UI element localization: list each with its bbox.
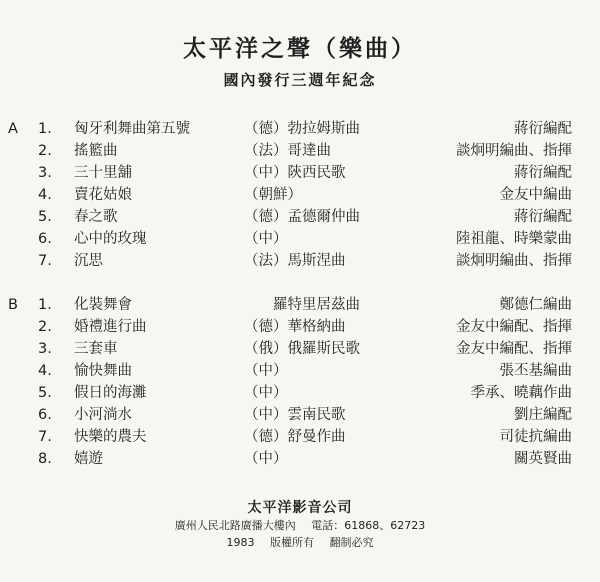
copyright-line — [0, 534, 600, 550]
track-row — [0, 294, 600, 316]
publisher-address-line — [0, 517, 600, 533]
album-title: 太平洋之聲（樂曲） — [183, 36, 417, 62]
track-number: 6. — [38, 407, 52, 423]
track-row — [0, 140, 600, 162]
track-arranger: 談炯明編曲、指揮 — [456, 143, 572, 159]
copyright-rights: 版權所有 — [270, 536, 314, 549]
track-title: 三十里舖 — [74, 165, 132, 181]
track-arranger: 陸祖龍、時樂蒙曲 — [456, 231, 572, 247]
track-origin: （德）華格納曲 — [244, 319, 346, 335]
track-number: 4. — [38, 363, 52, 379]
track-number: 7. — [38, 429, 52, 445]
track-title: 三套車 — [74, 341, 118, 357]
publisher-name: 太平洋影音公司 — [247, 500, 353, 516]
track-number: 3. — [38, 165, 52, 181]
side-b-tracklist — [0, 294, 600, 470]
track-arranger: 金友中編配、指揮 — [456, 341, 572, 357]
track-origin: （中） — [244, 363, 288, 379]
track-number: 1. — [38, 297, 52, 313]
track-arranger: 談炯明編曲、指揮 — [456, 253, 572, 269]
track-arranger: 鄭德仁編曲 — [499, 297, 572, 313]
track-origin: （德）勃拉姆斯曲 — [244, 121, 360, 137]
track-title: 賣花姑娘 — [74, 187, 132, 203]
track-arranger: 季承、曉藕作曲 — [470, 385, 572, 401]
track-origin: （德）孟德爾仲曲 — [244, 209, 360, 225]
track-title: 化裝舞會 — [74, 297, 132, 313]
track-origin: （法）哥達曲 — [244, 143, 331, 159]
track-origin: （中） — [244, 451, 288, 467]
side-letter: A — [8, 121, 18, 137]
track-row — [0, 250, 600, 272]
track-row — [0, 228, 600, 250]
track-arranger: 金友中編曲 — [499, 187, 572, 203]
track-arranger: 張丕基編曲 — [499, 363, 572, 379]
track-origin: （中）雲南民歌 — [244, 407, 346, 423]
copyright-year: 1983 — [226, 536, 255, 549]
track-number: 1. — [38, 121, 52, 137]
track-title: 假日的海灘 — [74, 385, 147, 401]
track-row — [0, 360, 600, 382]
track-row — [0, 404, 600, 426]
track-title: 匈牙利舞曲第五號 — [74, 121, 190, 137]
track-row — [0, 382, 600, 404]
track-number: 4. — [38, 187, 52, 203]
track-arranger: 關英賢曲 — [514, 451, 572, 467]
copyright-no-copy: 翻制必究 — [329, 536, 374, 549]
publisher-phone: 電話：61868、62723 — [311, 519, 426, 532]
track-title: 小河淌水 — [74, 407, 132, 423]
track-origin: （中） — [244, 385, 288, 401]
track-origin: （法）馬斯涅曲 — [244, 253, 346, 269]
track-row — [0, 316, 600, 338]
side-a-tracklist — [0, 118, 600, 272]
track-number: 6. — [38, 231, 52, 247]
track-title: 婚禮進行曲 — [74, 319, 147, 335]
track-number: 7. — [38, 253, 52, 269]
track-title: 沉思 — [74, 253, 103, 269]
track-row — [0, 338, 600, 360]
track-number: 2. — [38, 143, 52, 159]
track-number: 3. — [38, 341, 52, 357]
track-arranger: 金友中編配、指揮 — [456, 319, 572, 335]
track-arranger: 蔣衍編配 — [514, 121, 572, 137]
track-arranger: 蔣衍編配 — [514, 209, 572, 225]
side-letter: B — [8, 297, 18, 313]
track-title: 心中的玫瑰 — [74, 231, 147, 247]
track-number: 5. — [38, 385, 52, 401]
track-row — [0, 426, 600, 448]
track-row — [0, 118, 600, 140]
track-row — [0, 206, 600, 228]
track-origin: （中）陝西民歌 — [244, 165, 346, 181]
track-title: 春之歌 — [74, 209, 118, 225]
track-arranger: 蔣衍編配 — [514, 165, 572, 181]
track-number: 2. — [38, 319, 52, 335]
track-origin: （中） — [244, 231, 288, 247]
track-title: 嬉遊 — [74, 451, 103, 467]
track-row — [0, 162, 600, 184]
track-row — [0, 184, 600, 206]
track-origin: 羅特里居茲曲 — [244, 297, 360, 313]
track-number: 5. — [38, 209, 52, 225]
publisher-address: 廣州人民北路廣播大樓內 — [174, 519, 296, 532]
album-subtitle: 國內發行三週年紀念 — [223, 71, 377, 89]
track-origin: （俄）俄羅斯民歌 — [244, 341, 360, 357]
track-title: 快樂的農夫 — [74, 429, 147, 445]
track-arranger: 司徒抗編曲 — [499, 429, 572, 445]
track-title: 愉快舞曲 — [74, 363, 132, 379]
track-arranger: 劉庄編配 — [514, 407, 572, 423]
track-origin: （德）舒曼作曲 — [244, 429, 346, 445]
track-number: 8. — [38, 451, 52, 467]
track-title: 搖籃曲 — [74, 143, 118, 159]
track-row — [0, 448, 600, 470]
track-origin: （朝鮮） — [244, 187, 302, 203]
